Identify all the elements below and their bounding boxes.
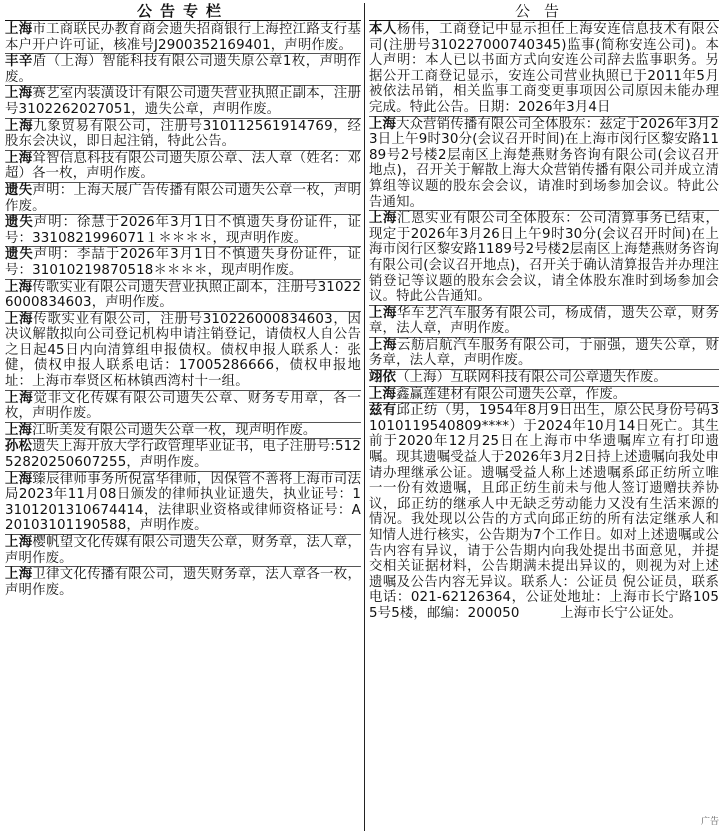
- notice-lead: 丰辛: [5, 54, 33, 70]
- notice-lead: 上海: [5, 422, 33, 438]
- notice-text: 华车艺汽车服务有限公司，杨成倩，遗失公章，财务章，法人章，声明作废。: [369, 305, 719, 337]
- notice-lead: 兹有: [369, 403, 397, 419]
- notice-text: 赛艺室内装潢设计有限公司遗失营业执照正副本，注册号3102262027051，遗失公章，声明作废。: [5, 86, 361, 117]
- notice-lead: 本人: [369, 22, 398, 37]
- notice-text: 声明：上海天展广告传播有限公司遗失公章一枚，声明作废。: [5, 182, 361, 214]
- notice-text: 觉非文化传媒有限公司遗失公章、财务专用章，各一枚，声明作废。: [5, 390, 361, 422]
- notice-text: 耸智信息科技有限公司遗失原公章、法人章（姓名：邓超）各一枚，声明作废。: [5, 150, 361, 182]
- notice-entry: [5, 391, 361, 422]
- right-entries: [369, 22, 719, 622]
- notice-text: 邱正纺（男，1954年8月9日出生，原公民身份号码31010119540809****）于2024年10月14日死亡。其生前于2020年12月25日在上海市中华遗嘱库立有打印遗嘱。现其遗嘱受益人于2026年3月2日持上述遗嘱向我处申请办理继承公证。遗嘱受益人称上述遗嘱系邱正纺所立唯一一份有效遗嘱，且邱正纺生前未与他人签订遗赠扶养协议，邱正纺的继承人中无缺乏劳动能力又没有生活来源的情况。我处现以公告的方式向邱正纺的所有法定继承人和知情人进行核实，公告期为7个工作日。如对上述遗嘱或公告内容有异议，请于公告期内向我处提出书面意见，并提交相关证据材料，公告期满未提出异议的，则视为对上述遗嘱及公告内容无异议。联系人：公证员 倪公证员，联系电话：021-62126364，公证处地址：上海市长宁路1055号5楼，邮编：200050 上海市长宁公证处。: [369, 403, 719, 621]
- notice-entry: [5, 247, 361, 278]
- notice-entry: [5, 567, 361, 598]
- left-entries: [5, 22, 361, 598]
- notice-lead: 上海: [369, 305, 398, 321]
- notice-entry: [369, 117, 719, 211]
- notice-lead: 上海: [5, 471, 33, 487]
- notice-lead: 上海: [369, 337, 398, 353]
- notice-text: 遗失上海开放大学行政管理毕业证书，电子注册号:51252820250607255，声明作废。: [5, 439, 362, 471]
- notice-page: [3, 3, 721, 831]
- notice-lead: 上海: [5, 390, 34, 406]
- notice-text: 鑫赢莲建材有限公司遗失公章，作废。: [396, 386, 627, 402]
- notice-lead: 遗失: [5, 182, 33, 198]
- notice-lead: 遗失: [5, 247, 34, 263]
- notice-entry: [369, 22, 719, 116]
- left-column: [3, 3, 363, 831]
- notice-entry: [369, 211, 719, 305]
- notice-text: 臻辰律师事务所倪富华律师，因保管不善将上海市司法局2023年11月08日颁发的律师执业证遗失，执业证号：13101201310674414，法律职业资格或律师资格证号：A20103101190588，声明作废。: [5, 471, 361, 534]
- ad-mark: 广告: [700, 817, 719, 827]
- notice-text: 传歌实业有限公司，注册号310226000834603，因决议解散拟向公司登记机构申请注销登记，请债权人自公告之日起45日内向清算组申报债权。债权申报人联系人：张健，债权申报人联系电话：17005286666，债权申报地址：上海市奉贤区柘林镇西湾村十一组。: [5, 311, 361, 390]
- notice-entry: [5, 280, 361, 311]
- notice-text: 盾（上海）智能科技有限公司遗失原公章1枚，声明作废。: [5, 54, 361, 85]
- notice-text: 杨伟，工商登记中显示担任上海安连信息技术有限公司(注册号310227000740345)监事(简称安连公司)。本人声明：本人已以书面方式向安连公司辞去监事职务。另据公开工商登记显示，安连公司营业执照已于2011年5月被依法吊销，相关监事工商变更事项因公司原因未能办理完成。特此公告。日期：2026年3月4日: [369, 22, 719, 115]
- notice-lead: 翊依: [369, 370, 397, 386]
- notice-entry: [5, 54, 361, 85]
- notice-entry: [369, 370, 719, 386]
- notice-text: 卫律文化传播有限公司，遗失财务章，法人章各一枚，声明作废。: [5, 567, 361, 598]
- notice-text: 云舫启航汽车服务有限公司，于丽强，遗失公章，财务章，法人章，声明作废。: [369, 337, 719, 369]
- notice-text: （上海）互联网科技有限公司公章遗失作废。: [396, 370, 667, 386]
- notice-lead: 上海: [369, 116, 397, 132]
- notice-lead: 上海: [5, 535, 33, 550]
- notice-lead: 上海: [5, 567, 33, 583]
- notice-entry: [369, 403, 719, 621]
- notice-lead: 上海: [5, 311, 34, 327]
- notice-entry: [5, 439, 361, 470]
- notice-text: 声明：徐慧于2026年3月1日不慎遗失身份证件，证号：3310821996071１＊＊＊＊，现声明作废。: [5, 215, 361, 246]
- notice-text: 汇恩实业有限公司全体股东：公司清算事务已结束，现定于2026年3月26日上午9时30分(会议召开时间)在上海市闵行区黎安路1189号2号楼2层南区上海楚燕财务咨询有限公司(会议召开地点)，召开关于确认清算报告并办理注销登记等议题的股东会会议，请全体股东准时到场参加会议。特此公告通知。: [369, 211, 719, 305]
- notice-entry: [5, 312, 361, 390]
- notice-lead: 上海: [5, 279, 33, 295]
- notice-entry: [369, 387, 719, 403]
- notice-text: 声明：李喆于2026年3月1日不慎遗失身份证件，证号：31010219870518＊＊＊＊，现声明作废。: [5, 247, 361, 278]
- notice-entry: [5, 472, 361, 534]
- notice-text: 江昕美发有限公司遗失公章一枚，现声明作废。: [32, 422, 317, 438]
- notice-entry: [369, 338, 719, 369]
- notice-text: 九象贸易有限公司，注册号310112561914769，经股东会决议，即日起注销，特此公告。: [5, 118, 361, 150]
- notice-lead: 孙松: [5, 439, 33, 455]
- notice-entry: [5, 22, 361, 53]
- notice-lead: 上海: [369, 211, 398, 227]
- notice-text: 大众营销传播有限公司全体股东：兹定于2026年3月23日上午9时30分(会议召开时间)在上海市闵行区黎安路1189号2号楼2层南区上海楚燕财务咨询有限公司(会议召开地点)，召开关于解散上海大众营销传播有限公司并成立清算组等议题的股东会会议，请准时到场参加会议。特此公告通知。: [369, 116, 719, 210]
- notice-lead: 上海: [369, 386, 397, 402]
- notice-entry: [5, 215, 361, 246]
- notice-entry: [5, 86, 361, 117]
- notice-entry: [5, 423, 361, 439]
- notice-entry: [369, 306, 719, 337]
- notice-lead: 上海: [5, 118, 34, 134]
- notice-text: 市工商联民办教育商会遗失招商银行上海控江路支行基本户开户许可证，核准号J2900352169401，声明作废。: [5, 22, 361, 53]
- left-column-title: 公告专栏: [5, 3, 361, 21]
- notice-entry: [5, 119, 361, 150]
- notice-lead: 遗失: [5, 215, 34, 231]
- notice-entry: [5, 151, 361, 182]
- notice-lead: 上海: [5, 86, 33, 102]
- notice-lead: 上海: [5, 22, 33, 37]
- notice-text: 传歌实业有限公司遗失营业执照正副本，注册号310226000834603，声明作废。: [5, 279, 361, 311]
- column-divider: [364, 3, 365, 831]
- notice-text: 樱帆望文化传媒有限公司遗失公章，财务章，法人章，声明作废。: [5, 535, 361, 566]
- notice-entry: [5, 535, 361, 566]
- right-column-title: 公告: [369, 3, 719, 21]
- right-column: [367, 3, 721, 831]
- notice-entry: [5, 183, 361, 214]
- notice-lead: 上海: [5, 150, 33, 166]
